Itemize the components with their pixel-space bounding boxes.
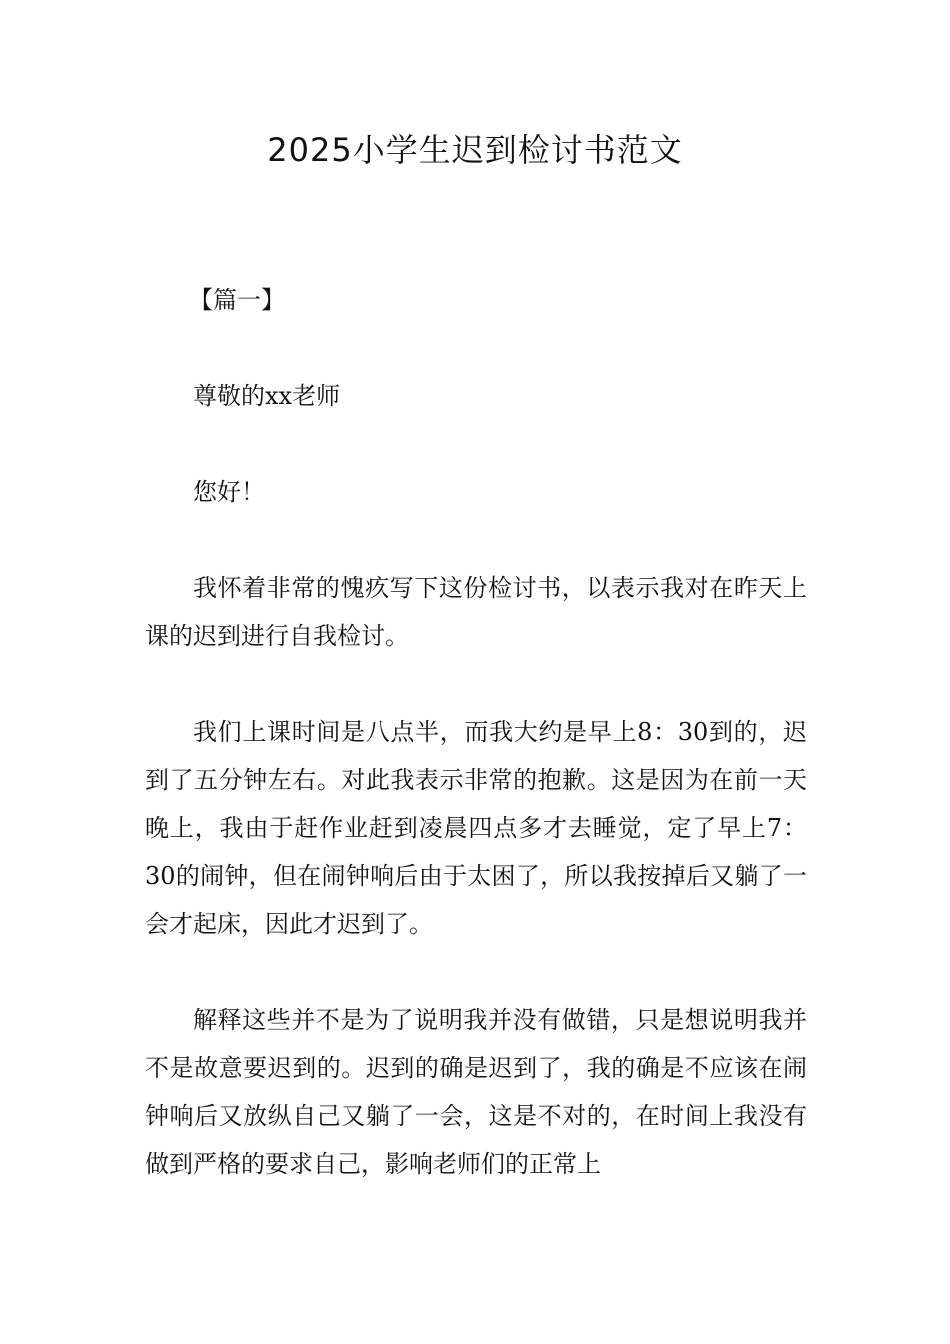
document-title: 2025小学生迟到检讨书范文 (267, 131, 683, 169)
section-label: 【篇一】 (189, 286, 285, 314)
paragraph-1: 我怀着非常的愧疚写下这份检讨书，以表示我对在昨天上课的迟到进行自我检讨。 (145, 574, 807, 650)
greeting: 您好！ (193, 478, 265, 506)
paragraph-3: 解释这些并不是为了说明我并没有做错，只是想说明我并不是故意要迟到的。迟到的确是迟到了，我的确是不应该在闹钟响后又放纵自己又躺了一会，这是不对的，在时间上我没有做到严格的要求自己，影响老师们的正常上 (145, 1006, 807, 1178)
paragraph-2: 我们上课时间是八点半，而我大约是早上8：30到的，迟到了五分钟左右。对此我表示非常的抱歉。这是因为在前一天晚上，我由于赶作业赶到凌晨四点多才去睡觉，定了早上7：30的闹钟，但在闹钟响后由于太困了，所以我按掉后又躺了一会才起床，因此才迟到了。 (145, 718, 807, 938)
document-body (145, 276, 807, 1188)
salutation: 尊敬的xx老师 (193, 382, 341, 410)
